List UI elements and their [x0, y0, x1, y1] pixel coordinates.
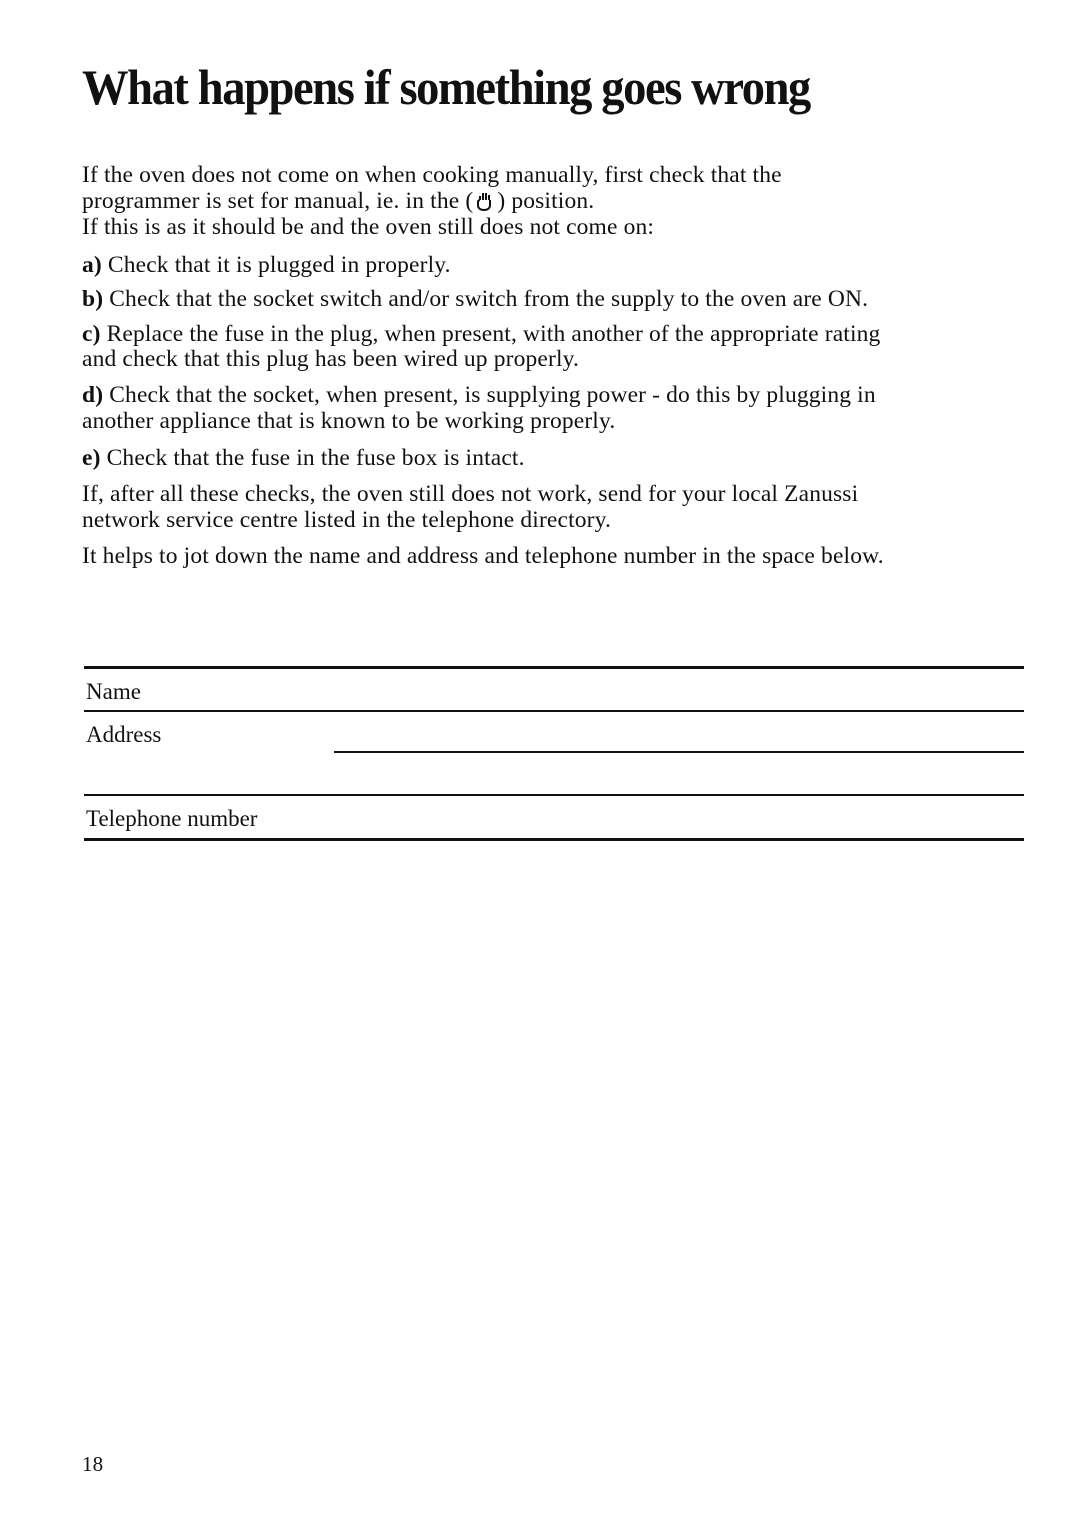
page-title: What happens if something goes wrong	[82, 59, 810, 115]
address-field-line-1[interactable]	[334, 751, 1024, 753]
check-text: Check that the socket switch and/or switch from the supply to the oven are ON.	[109, 286, 869, 312]
check-d	[82, 382, 876, 409]
form-top-rule	[84, 666, 1024, 669]
address-label: Address	[86, 722, 162, 747]
check-text: Replace the fuse in the plug, when present, with another of the appropriate rating	[106, 321, 881, 347]
intro-line-3: If this is as it should be and the oven still does not come on:	[82, 214, 655, 240]
intro-line-2-end: ) position.	[497, 188, 595, 214]
check-text: Check that the fuse in the fuse box is intact.	[106, 445, 525, 471]
check-text: Check that the socket, when present, is supplying power - do this by plugging in	[109, 382, 876, 408]
check-e	[82, 445, 525, 472]
check-d-cont: another appliance that is known to be working properly.	[82, 408, 616, 434]
check-a	[82, 252, 451, 279]
check-label: a)	[82, 252, 102, 278]
check-label: b)	[82, 286, 104, 312]
check-text: Check that it is plugged in properly.	[107, 252, 451, 278]
telephone-label: Telephone number	[86, 806, 258, 831]
address-field-line-2[interactable]	[84, 794, 1024, 796]
intro-line-2-start: programmer is set for manual, ie. in the (	[82, 188, 474, 214]
check-b	[82, 286, 868, 313]
after-line-1: If, after all these checks, the oven still does not work, send for your local Zanussi	[82, 481, 859, 507]
page-number: 18	[82, 1452, 104, 1476]
name-field-line[interactable]	[84, 710, 1024, 712]
check-label: e)	[82, 445, 101, 471]
after-line-2: network service centre listed in the telephone directory.	[82, 507, 612, 533]
check-c-cont: and check that this plug has been wired up properly.	[82, 346, 580, 372]
name-label: Name	[86, 679, 141, 704]
after-line-3: It helps to jot down the name and address and telephone number in the space below.	[82, 543, 884, 569]
check-c	[82, 321, 880, 348]
intro-line-1: If the oven does not come on when cooking manually, first check that the	[82, 162, 782, 188]
check-label: d)	[82, 382, 104, 408]
check-label: c)	[82, 321, 101, 347]
telephone-field-line[interactable]	[84, 838, 1024, 841]
